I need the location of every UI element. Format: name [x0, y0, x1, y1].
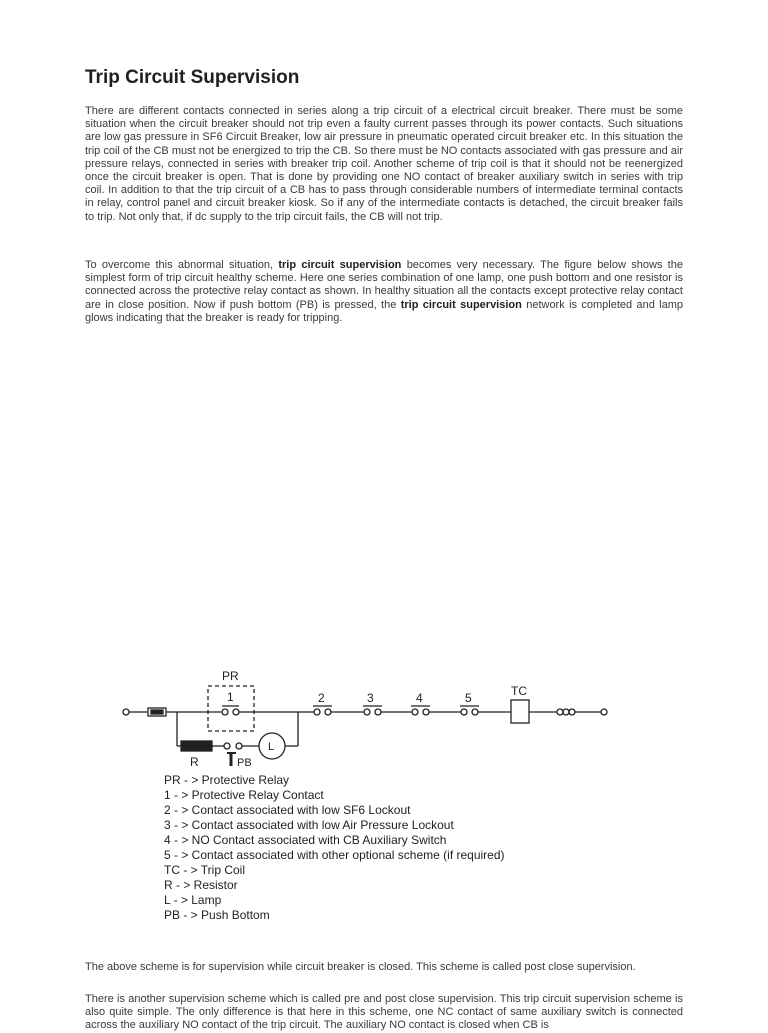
legend-item: 1 - > Protective Relay Contact [164, 788, 324, 802]
label-5: 5 [465, 691, 472, 705]
contact-1 [222, 709, 228, 715]
label-pb: PB [237, 757, 252, 769]
contact-4 [412, 709, 418, 715]
diagram-legend [164, 773, 505, 923]
right-terminal [601, 709, 607, 715]
label-2: 2 [318, 691, 325, 705]
legend-item: TC - > Trip Coil [164, 863, 246, 877]
legend-item: PR - > Protective Relay [164, 773, 290, 787]
para2-bold-1: trip circuit supervision [278, 259, 402, 271]
contact-2 [314, 709, 320, 715]
para2-text-2: becomes very necessary. The figure below shows the simplest form of trip circuit healthy scheme. Here one series combination of one lamp, one push bottom and one resistor is connected across the protective relay contact as shown. In healthy situation all the contacts except protective relay contact are in close position. Now if push bottom (PB) is pressed, the [85, 259, 683, 311]
contact-3 [364, 709, 370, 715]
para2-text-3: network is completed and lamp glows indicating that the breaker is ready for tripping. [85, 298, 683, 324]
para2-bold-2: trip circuit supervision [400, 298, 522, 311]
label-lamp: L [268, 741, 275, 753]
resistor [181, 741, 212, 751]
left-terminal [123, 709, 129, 715]
legend-item: 4 - > NO Contact associated with CB Auxiliary Switch [164, 833, 447, 847]
legend-item: PB - > Push Bottom [164, 908, 270, 922]
label-r: R [190, 755, 199, 769]
legend-item: 3 - > Contact associated with low Air Pressure Lockout [164, 818, 454, 832]
intro-paragraph: There are different contacts connected in series along a trip circuit of a electrical circuit breaker. There must be some situation when the circuit breaker should not trip even a faulty current passes through its power contacts. Such situations are low gas pressure in SF6 Circuit Breaker, low air pressure in pneumatic operated circuit breaker etc. In this situation the trip coil of the CB must not be energized to trip the CB. So there must be NO contacts associated with gas pressure and air pressure relays, connected in series with breaker trip coil. Another scheme of trip coil is that it should not be reenergized once the circuit breaker is open. That is done by providing one NO contact of breaker auxiliary switch in series with trip coil. In addition to that the trip circuit of a CB has to pass through considerable numbers of intermediate terminal contacts in relay, control panel and circuit breaker kiosk. So if any of the intermediate contacts is detached, the circuit breaker fails to trip. Not only that, if dc supply to the trip circuit fails, the CB will not trip. [85, 105, 683, 223]
legend-item: 5 - > Contact associated with other optional scheme (if required) [164, 848, 505, 862]
legend-item: R - > Resistor [164, 878, 238, 892]
page-title: Trip Circuit Supervision [85, 67, 300, 88]
label-4: 4 [416, 691, 423, 705]
label-pr: PR [222, 669, 239, 683]
legend-item: 2 - > Contact associated with low SF6 Lockout [164, 803, 411, 817]
legend-item: L - > Lamp [164, 893, 222, 907]
label-1: 1 [227, 690, 234, 704]
trip-coil [511, 700, 529, 723]
post-close-paragraph: The above scheme is for supervision while circuit breaker is closed. This scheme is called post close supervision. [85, 961, 636, 973]
push-button [224, 743, 230, 749]
contact-5 [461, 709, 467, 715]
label-tc: TC [511, 684, 527, 698]
label-3: 3 [367, 691, 374, 705]
pre-post-close-paragraph: There is another supervision scheme which is called pre and post close supervision. This trip circuit supervision scheme is also quite simple. The only difference is that here in this scheme, one NC contact of same auxiliary switch is connected across the auxiliary NO contact of the trip circuit. The auxiliary NO contact is closed when CB is [85, 993, 683, 1032]
para2-text-1: To overcome this abnormal situation, [85, 259, 279, 271]
